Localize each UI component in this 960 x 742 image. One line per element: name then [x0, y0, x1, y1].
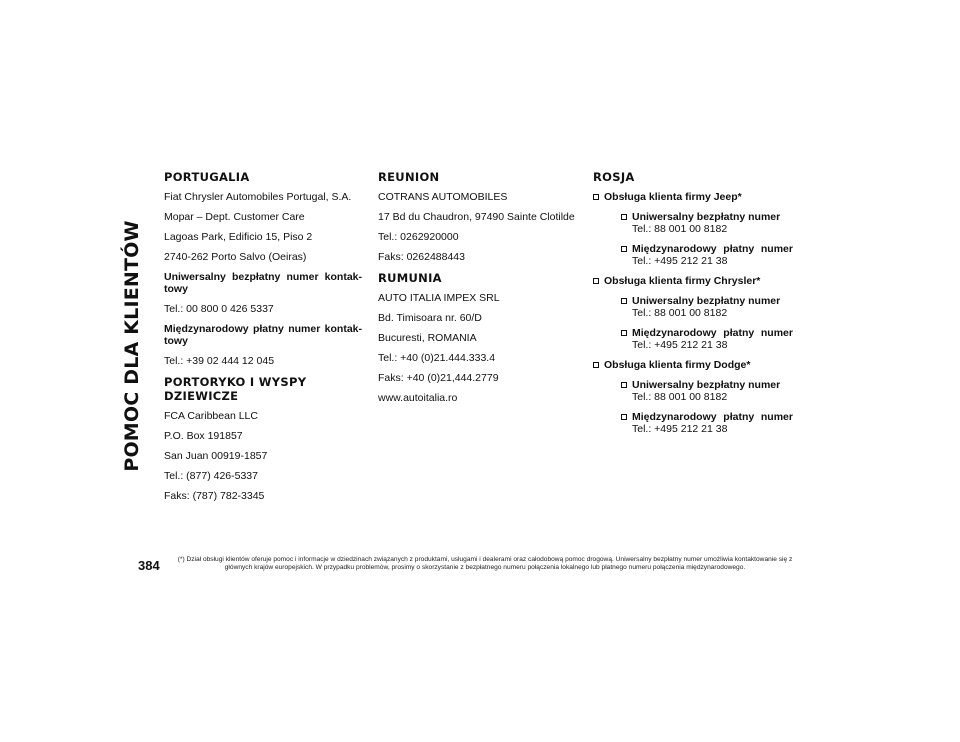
checkbox-square-icon: [621, 246, 627, 252]
rosja-brand-dodge: [593, 359, 793, 435]
column-left: [164, 170, 362, 510]
brand-number-list: [604, 211, 793, 267]
brand-label: Obsługa klienta firmy Dodge*: [604, 359, 751, 371]
list-item: [604, 379, 793, 403]
rumunia-line: Faks: +40 (0)21,444.2779: [378, 372, 499, 384]
checkbox-square-icon: [593, 278, 599, 284]
reunion-line: COTRANS AUTOMOBILES: [378, 191, 508, 203]
portugalia-intl-label: Międzynarodowy płatny numer kontak-towy: [164, 323, 362, 347]
rumunia-line: Tel.: +40 (0)21.444.333.4: [378, 352, 496, 364]
brand-label: Obsługa klienta firmy Chrysler*: [604, 275, 761, 287]
checkbox-square-icon: [621, 414, 627, 420]
rumunia-line: Bd. Timisoara nr. 60/D: [378, 312, 482, 324]
reunion-line: Faks: 0262488443: [378, 251, 465, 263]
intl-number-label: Międzynarodowy płatny numer: [632, 243, 793, 255]
free-number-label: Uniwersalny bezpłatny numer: [632, 295, 781, 307]
list-item: [604, 295, 793, 319]
list-item: [604, 411, 793, 435]
rosja-brand-jeep: [593, 191, 793, 267]
checkbox-square-icon: [621, 214, 627, 220]
rumunia-website: www.autoitalia.ro: [378, 392, 458, 404]
rosja-brand-list: [593, 191, 793, 435]
list-item: [604, 243, 793, 267]
heading-portugalia: PORTUGALIA: [164, 170, 250, 184]
portoryko-line: FCA Caribbean LLC: [164, 410, 258, 422]
page-number: 384: [138, 558, 160, 573]
footnote: (*) Dział obsługi klientów oferuje pomoc i informacje w dziedzinach związanych z produktami, usługami i dealerami oraz całodobową pomoc drogową. Uniwersalny bezpłatny numer umożliwia kontaktowanie się z głównych krajów europejskich. W przypadku problemów, prosimy o skorzystanie z bezpłatnego numeru połączenia lokalnego lub płatnego numeru połączenia międzynarodowego.: [177, 556, 793, 571]
portugalia-line: 2740-262 Porto Salvo (Oeiras): [164, 251, 307, 263]
brand-label: Obsługa klienta firmy Jeep*: [604, 191, 742, 203]
portugalia-free-tel: Tel.: 00 800 0 426 5337: [164, 303, 274, 315]
reunion-line: Tel.: 0262920000: [378, 231, 459, 243]
rosja-brand-chrysler: [593, 275, 793, 351]
list-item: [604, 211, 793, 235]
brand-number-list: [604, 295, 793, 351]
list-item: [604, 327, 793, 351]
intl-number-label: Międzynarodowy płatny numer: [632, 327, 793, 339]
free-number-label: Uniwersalny bezpłatny numer: [632, 211, 781, 223]
heading-rosja: ROSJA: [593, 170, 635, 184]
checkbox-square-icon: [593, 362, 599, 368]
free-number-tel: Tel.: 88 001 00 8182: [632, 223, 728, 235]
intl-number-tel: Tel.: +495 212 21 38: [632, 423, 728, 435]
portoryko-line: P.O. Box 191857: [164, 430, 243, 442]
portugalia-line: Fiat Chrysler Automobiles Portugal, S.A.: [164, 191, 352, 203]
free-number-label: Uniwersalny bezpłatny numer: [632, 379, 781, 391]
heading-rumunia: RUMUNIA: [378, 271, 442, 285]
column-right: [593, 170, 793, 443]
side-title-text: POMOC DLA KLIENTÓW: [121, 220, 143, 472]
portugalia-line: Lagoas Park, Edificio 15, Piso 2: [164, 231, 313, 243]
portoryko-line: San Juan 00919-1857: [164, 450, 268, 462]
checkbox-square-icon: [621, 330, 627, 336]
portugalia-free-label: Uniwersalny bezpłatny numer kontak-towy: [164, 271, 362, 295]
column-middle: [378, 170, 578, 412]
rumunia-line: Bucuresti, ROMANIA: [378, 332, 477, 344]
portugalia-line: Mopar – Dept. Customer Care: [164, 211, 305, 223]
portoryko-line: Faks: (787) 782-3345: [164, 490, 265, 502]
portugalia-intl-tel: Tel.: +39 02 444 12 045: [164, 355, 275, 367]
reunion-line: 17 Bd du Chaudron, 97490 Sainte Clotilde: [378, 211, 575, 223]
rumunia-line: AUTO ITALIA IMPEX SRL: [378, 292, 500, 304]
brand-number-list: [604, 379, 793, 435]
intl-number-tel: Tel.: +495 212 21 38: [632, 255, 728, 267]
heading-portoryko: PORTORYKO I WYSPY DZIEWICZE: [164, 375, 307, 403]
free-number-tel: Tel.: 88 001 00 8182: [632, 391, 728, 403]
portoryko-line: Tel.: (877) 426-5337: [164, 470, 258, 482]
checkbox-square-icon: [621, 382, 627, 388]
checkbox-square-icon: [621, 298, 627, 304]
intl-number-tel: Tel.: +495 212 21 38: [632, 339, 728, 351]
intl-number-label: Międzynarodowy płatny numer: [632, 411, 793, 423]
heading-reunion: REUNION: [378, 170, 440, 184]
checkbox-square-icon: [593, 194, 599, 200]
free-number-tel: Tel.: 88 001 00 8182: [632, 307, 728, 319]
